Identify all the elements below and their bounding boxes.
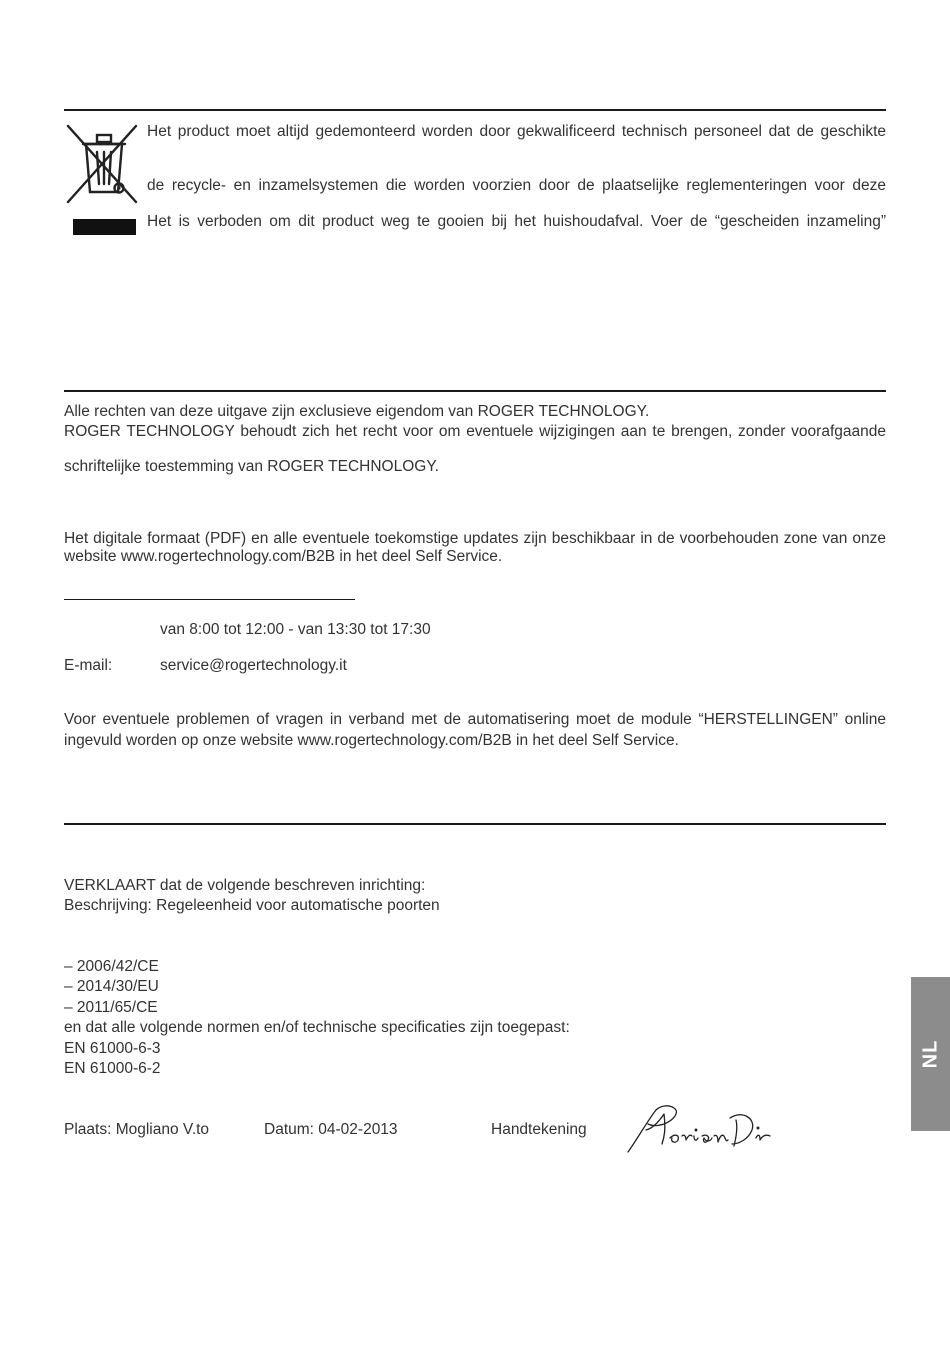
weee-text-line-3: Het is verboden om dit product weg te gooien bij het huishoudafval. Voer de “gescheiden inzameling” (147, 213, 886, 230)
top-divider (64, 109, 886, 111)
language-tab (911, 977, 950, 1131)
declaration-line-1: VERKLAART dat de volgende beschreven inrichting: (64, 877, 426, 894)
weee-text-line-2: de recycle- en inzamelsystemen die worden voorzien door de plaatselijke reglementeringen voor deze (147, 177, 886, 194)
copyright-line-2: ROGER TECHNOLOGY behoudt zich het recht voor om eventuele wijzigingen aan te brengen, zonder voorafgaande (64, 423, 886, 440)
pdf-info-line-1: Het digitale formaat (PDF) en alle eventuele toekomstige updates zijn beschikbaar in de voorbehouden zone van onze (64, 530, 886, 547)
place-text: Plaats: Mogliano V.to (64, 1121, 210, 1138)
service-hours: van 8:00 tot 12:00 - van 13:30 tot 17:30 (160, 621, 431, 638)
pdf-info-line-2: website www.rogertechnology.com/B2B in het deel Self Service. (64, 548, 503, 565)
date-text: Datum: 04-02-2013 (264, 1121, 398, 1138)
crossed-out-wheelie-bin-icon (66, 122, 138, 238)
weee-text-line-1: Het product moet altijd gedemonteerd worden door gekwalificeerd technisch personeel dat de geschikte (147, 123, 886, 140)
copyright-divider (64, 390, 886, 392)
declaration-line-2: Beschrijving: Regeleenheid voor automatische poorten (64, 897, 440, 914)
repair-info-line-2: ingevuld worden op onze website www.rogertechnology.com/B2B in het deel Self Service. (64, 732, 679, 749)
norms-intro: en dat alle volgende normen en/of technische specificaties zijn toegepast: (64, 1019, 570, 1036)
directive-item: – 2006/42/CE (64, 958, 159, 975)
service-divider (64, 599, 355, 600)
copyright-line-3: schriftelijke toestemming van ROGER TECHNOLOGY. (64, 458, 439, 475)
directive-item: – 2011/65/CE (64, 999, 158, 1016)
repair-info-line-1: Voor eventuele problemen of vragen in verband met de automatisering moet de module “HERSTELLINGEN” online (64, 711, 886, 728)
declaration-divider (64, 823, 886, 825)
language-tab-label: NL (919, 1039, 941, 1069)
signature-label: Handtekening (491, 1121, 587, 1138)
email-label: E-mail: (64, 657, 113, 674)
norm-item: EN 61000-6-2 (64, 1060, 161, 1077)
norm-item: EN 61000-6-3 (64, 1040, 161, 1057)
email-value: service@rogertechnology.it (160, 657, 347, 674)
handwritten-signature (624, 1100, 774, 1156)
directive-item: – 2014/30/EU (64, 978, 159, 995)
copyright-line-1: Alle rechten van deze uitgave zijn exclusieve eigendom van ROGER TECHNOLOGY. (64, 403, 650, 420)
